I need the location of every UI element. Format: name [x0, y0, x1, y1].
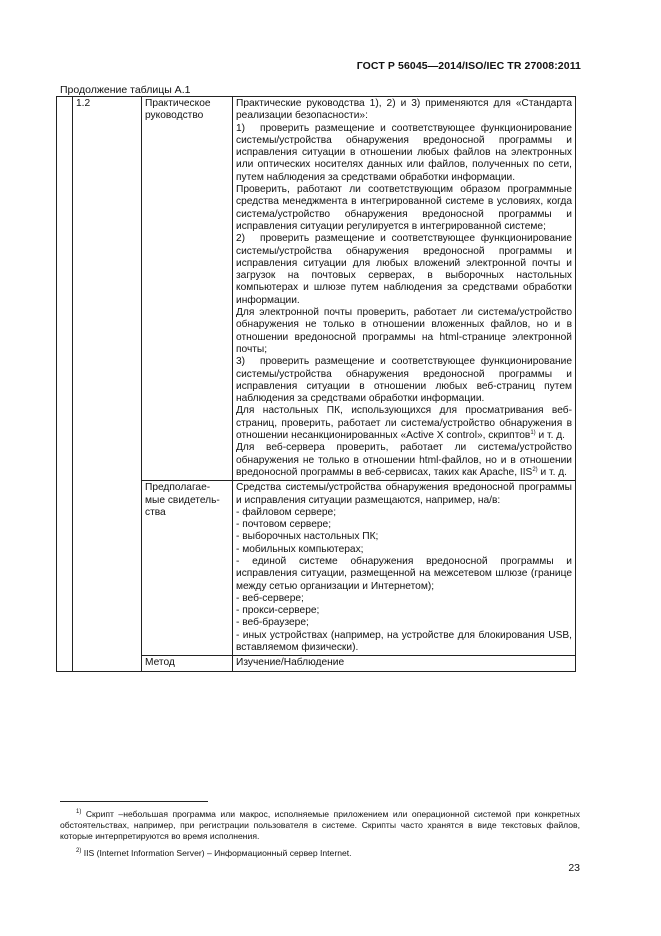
footnote-ref: 1) — [530, 430, 536, 437]
guide-item-1: 1) проверить размещение и соответствующее функционирование системы/устройства обнаружения вредоносной программы и исправления ситуации в отношении любых файлов на электронных или оптических носителях данных или файлов, полученных по сети, путем наблюдения за средствами обработки информации. — [236, 122, 572, 183]
footnote-1: $^{1)}$ Скрипт –небольшая программа или макрос, исполняемые приложением или операционной системой при конкретных обстоятельствах, например, при регистрации пользователя в системе. Скрипты часто хранятся в виде текстовых файлов, которые интерпретируются во время исполнения. — [60, 809, 580, 841]
table-caption: Продолжение таблицы А.1 — [60, 84, 191, 96]
list-item: - прокси-сервере; — [236, 605, 320, 617]
item-number: 1) — [236, 122, 246, 134]
footnote-2: $^{2)}$ IIS (Internet Information Server) – Информационный сервер Internet. — [76, 848, 352, 858]
row-label-cell: Практическое руководство — [142, 97, 233, 481]
document-header: ГОСТ Р 56045—2014/ISO/IEC TR 27008:2011 — [356, 60, 581, 72]
guide-check-3b: Для веб-сервера проверить, работает ли система/устройство обнаружения не только в отношении html-файлов, но и в отношении вредоносной программы в веб-сервисах, таких как Apache, IIS$^{2)}$ и т. д. — [236, 442, 572, 478]
blank-column-cell — [57, 97, 73, 672]
footnote-separator — [60, 801, 208, 802]
row-number-cell: 1.2 — [73, 97, 142, 672]
standards-table — [56, 96, 576, 672]
evidence-intro: Средства системы/устройства обнаружения вредоносной программы и исправления ситуации размещаются, например, на/в: — [236, 482, 572, 506]
guide-intro: Практические руководства 1), 2) и 3) применяются для «Стандарта реализации безопасности»: — [236, 98, 572, 122]
row-label-cell: Предполагае-мые свидетель-ства — [142, 481, 233, 656]
list-item: - почтовом сервере; — [236, 519, 332, 531]
footnote-mark: 1) — [76, 809, 82, 815]
guide-item-2: 2) проверить размещение и соответствующее функционирование системы/устройства обнаружения вредоносной программы и исправления ситуации для любых вложений электронной почты и загрузок на почтовых серверах, в выборочных настольных компьютерах и шлюзе путем наблюдения за средствами обработки информации. — [236, 233, 572, 306]
list-item: - веб-сервере; — [236, 592, 304, 604]
list-item: - файловом сервере; — [236, 506, 337, 518]
list-item: - мобильных компьютерах; — [236, 543, 364, 555]
guide-check-3a: Для настольных ПК, использующихся для просматривания веб-страниц, проверить, работает ли система/устройство обнаружения в отношении несанкционированных «Active X control», скриптов$^{1)}$ и т. д. — [236, 405, 572, 442]
guide-item-3: 3) проверить размещение и соответствующее функционирование системы/устройства обнаружения вредоносной программы и исправления ситуации в отношении любых веб-страниц путем наблюдения за средствами обработки информации. — [236, 356, 572, 405]
guide-check-1: Проверить, работают ли соответствующим образом программные средства менеджмента в интегрированной системе в условиях, когда система/устройство обнаружения вредоносной программы и исправления ситуации регулируется в интегрированной системе; — [236, 184, 572, 232]
item-number: 2) — [236, 233, 246, 245]
evidence-content-cell — [233, 481, 576, 656]
guide-content-cell — [233, 97, 576, 481]
footnote-ref: 2) — [532, 466, 538, 473]
page-number: 23 — [568, 862, 580, 874]
list-item: - единой системе обнаружения вредоносной программы и исправления ситуации, размещенной на межсетевом шлюзе (границе между сетью организации и Интернетом); — [236, 555, 572, 592]
footnote-mark: 2) — [76, 848, 82, 854]
method-content-cell: Изучение/Наблюдение — [233, 656, 576, 671]
guide-check-2: Для электронной почты проверить, работает ли система/устройство обнаружения не только в отношении вложенных файлов, но и в отношении вредоносной программы на html-странице электронной почты; — [236, 307, 572, 355]
table-row — [57, 97, 576, 481]
item-number: 3) — [236, 356, 246, 368]
list-item: - иных устройствах (например, на устройстве для блокирования USB, вставляемом физически). — [236, 629, 572, 654]
list-item: - веб-браузере; — [236, 617, 309, 629]
row-label-cell: Метод — [142, 656, 233, 671]
list-item: - выборочных настольных ПК; — [236, 531, 379, 543]
